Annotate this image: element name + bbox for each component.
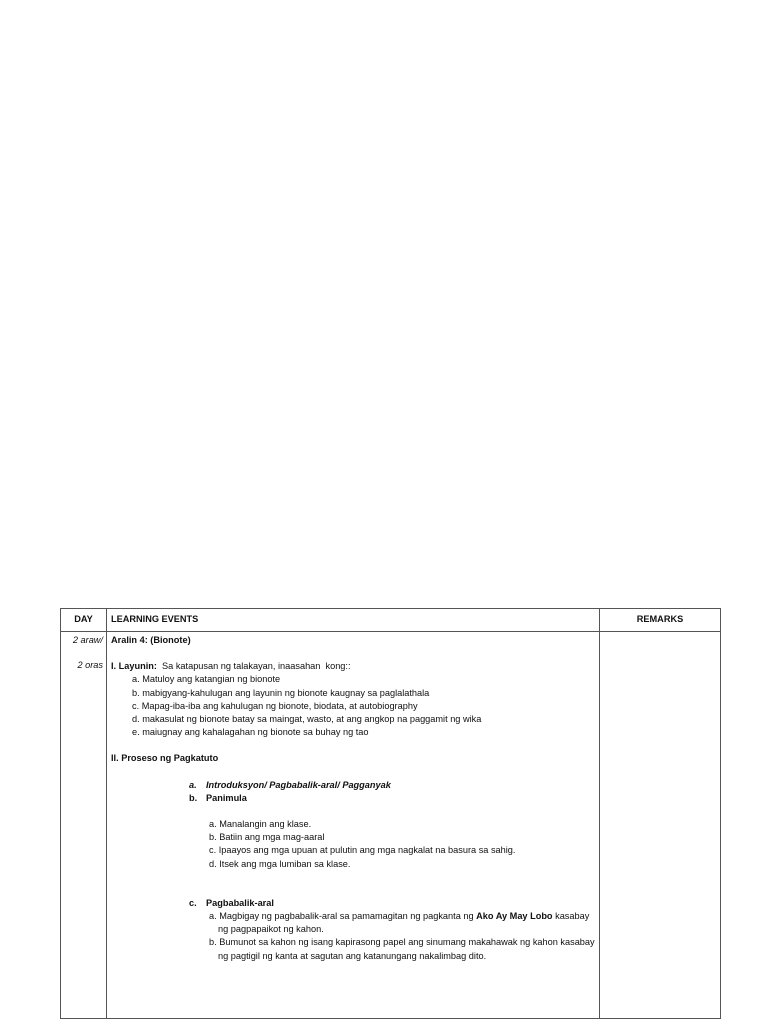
list-item: e. maiugnay ang kahalagahan ng bionote sa buhay ng tao: [132, 727, 369, 738]
list-item: d. makasulat ng bionote batay sa maingat, wasto, at ang angkop na paggamit ng wika: [132, 714, 482, 725]
section-panimula: [189, 792, 595, 805]
review-text: a. Magbigay ng pagbabalik-aral sa pamamagitan ng pagkanta ng: [209, 911, 477, 922]
table-header-row: [61, 609, 721, 632]
song-title: Ako Ay May Lobo: [476, 911, 553, 922]
section-introduksyon: [189, 779, 595, 792]
process-heading: II. Proseso ng Pagkatuto: [111, 753, 219, 764]
list-item: [209, 910, 595, 936]
day-duration-days: 2 araw/: [72, 635, 103, 645]
section-marker: c.: [189, 897, 197, 908]
learning-events-cell: [107, 632, 600, 1019]
review-text: kasabay ng pagpapaikot ng kahon.: [218, 911, 590, 935]
list-item: c. Mapag-iba-iba ang kahulugan ng bionote, biodata, at autobiography: [132, 700, 418, 711]
section-pagbabalik-aral: [189, 897, 595, 910]
day-duration-hours: 2 oras: [77, 660, 103, 671]
day-cell: [61, 632, 107, 1019]
objectives-heading: [111, 660, 595, 673]
header-learning-events: LEARNING EVENTS: [107, 609, 600, 632]
objectives-label: I. Layunin:: [111, 661, 157, 672]
header-day: DAY: [61, 609, 107, 632]
list-item: c. Ipaayos ang mga upuan at pulutin ang mga nagkalat na basura sa sahig.: [209, 845, 516, 856]
list-item: a. Manalangin ang klase.: [209, 819, 312, 830]
objectives-intro: Sa katapusan ng talakayan, inaasahan kong::: [156, 661, 351, 672]
review-section: [111, 897, 595, 910]
list-item: d. Itsek ang mga lumiban sa klase.: [209, 858, 351, 869]
header-remarks: REMARKS: [600, 609, 721, 632]
lesson-plan-table: [60, 608, 721, 1019]
section-text: Pagbabalik-aral: [206, 897, 274, 908]
objectives-list: [111, 673, 595, 739]
review-list: [111, 910, 595, 963]
section-marker: b.: [189, 792, 198, 803]
list-item: a. Matuloy ang katangian ng bionote: [132, 674, 281, 685]
lesson-title: Aralin 4: (Bionote): [111, 635, 191, 645]
list-item: b. Bumunot sa kahon ng isang kapirasong papel ang sinumang makahawak ng kahon kasabay ng pagtigil ng kanta at sagutan ang katanungang nakalimbag dito.: [209, 937, 595, 961]
list-item: b. mabigyang-kahulugan ang layunin ng bionote kaugnay sa paglalathala: [132, 687, 430, 698]
list-item: b. Batiin ang mga mag-aaral: [209, 832, 325, 843]
panimula-list: [111, 818, 595, 871]
section-text: Introduksyon/ Pagbabalik-aral/ Pagganyak: [206, 779, 391, 790]
table-row: [61, 632, 721, 1019]
remarks-cell: [600, 632, 721, 1019]
process-sections: [111, 779, 595, 805]
section-text: Panimula: [206, 792, 247, 803]
section-marker: a.: [189, 779, 197, 790]
